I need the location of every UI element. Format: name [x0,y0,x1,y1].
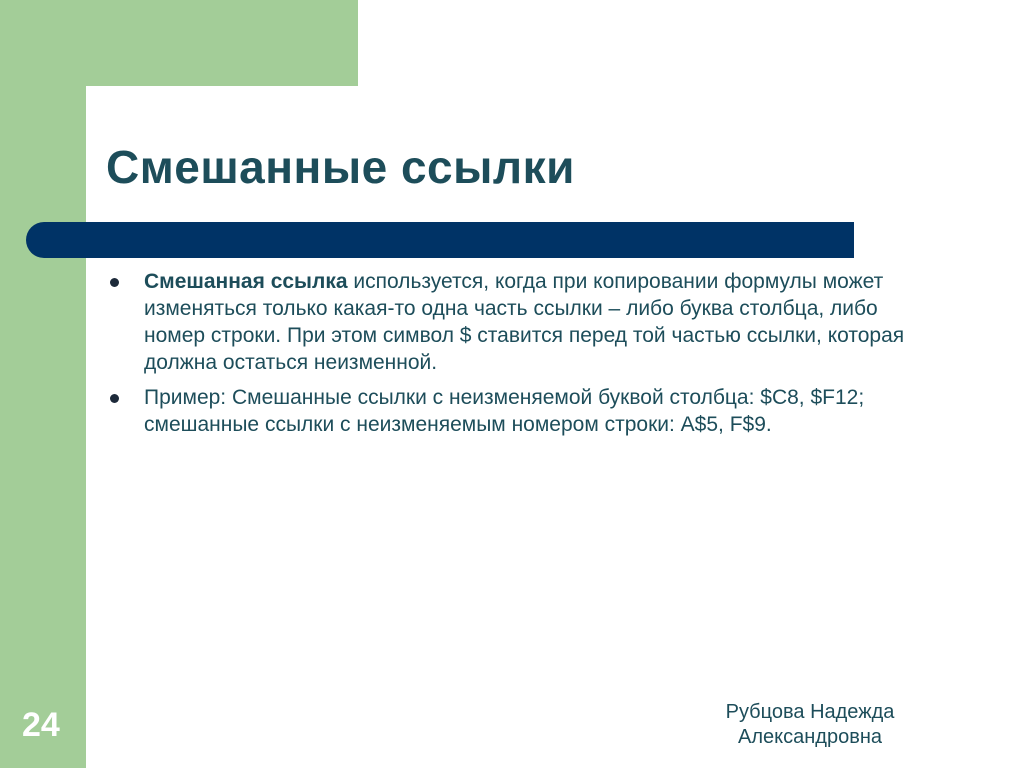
list-item [104,268,924,376]
green-left-band [0,0,86,768]
bullet-text: используется, когда при копировании формулы может изменяться только какая-то одна часть ссылки – либо буква столбца, либо номер строки. При этом символ $ ставится перед той частью ссылки, которая должна остаться неизменной. [144,270,905,374]
slide-title: Смешанные ссылки [106,141,575,193]
author-line-1: Рубцова Надежда [725,701,895,723]
list-item [104,384,924,438]
author-name [700,700,920,750]
term-bold: Смешанная ссылка [144,270,348,293]
bullet-list [104,268,924,446]
bullet-text: Пример: Смешанные ссылки с неизменяемой буквой столбца: $C8, $F12; смешанные ссылки с неизменяемым номером строки: A$5, F$9. [144,386,865,436]
bullet-icon [110,278,119,287]
bullet-icon [110,394,119,403]
author-line-2: Александровна [738,726,882,748]
slide-number: 24 [22,706,60,744]
title-underline-bar [26,222,854,258]
